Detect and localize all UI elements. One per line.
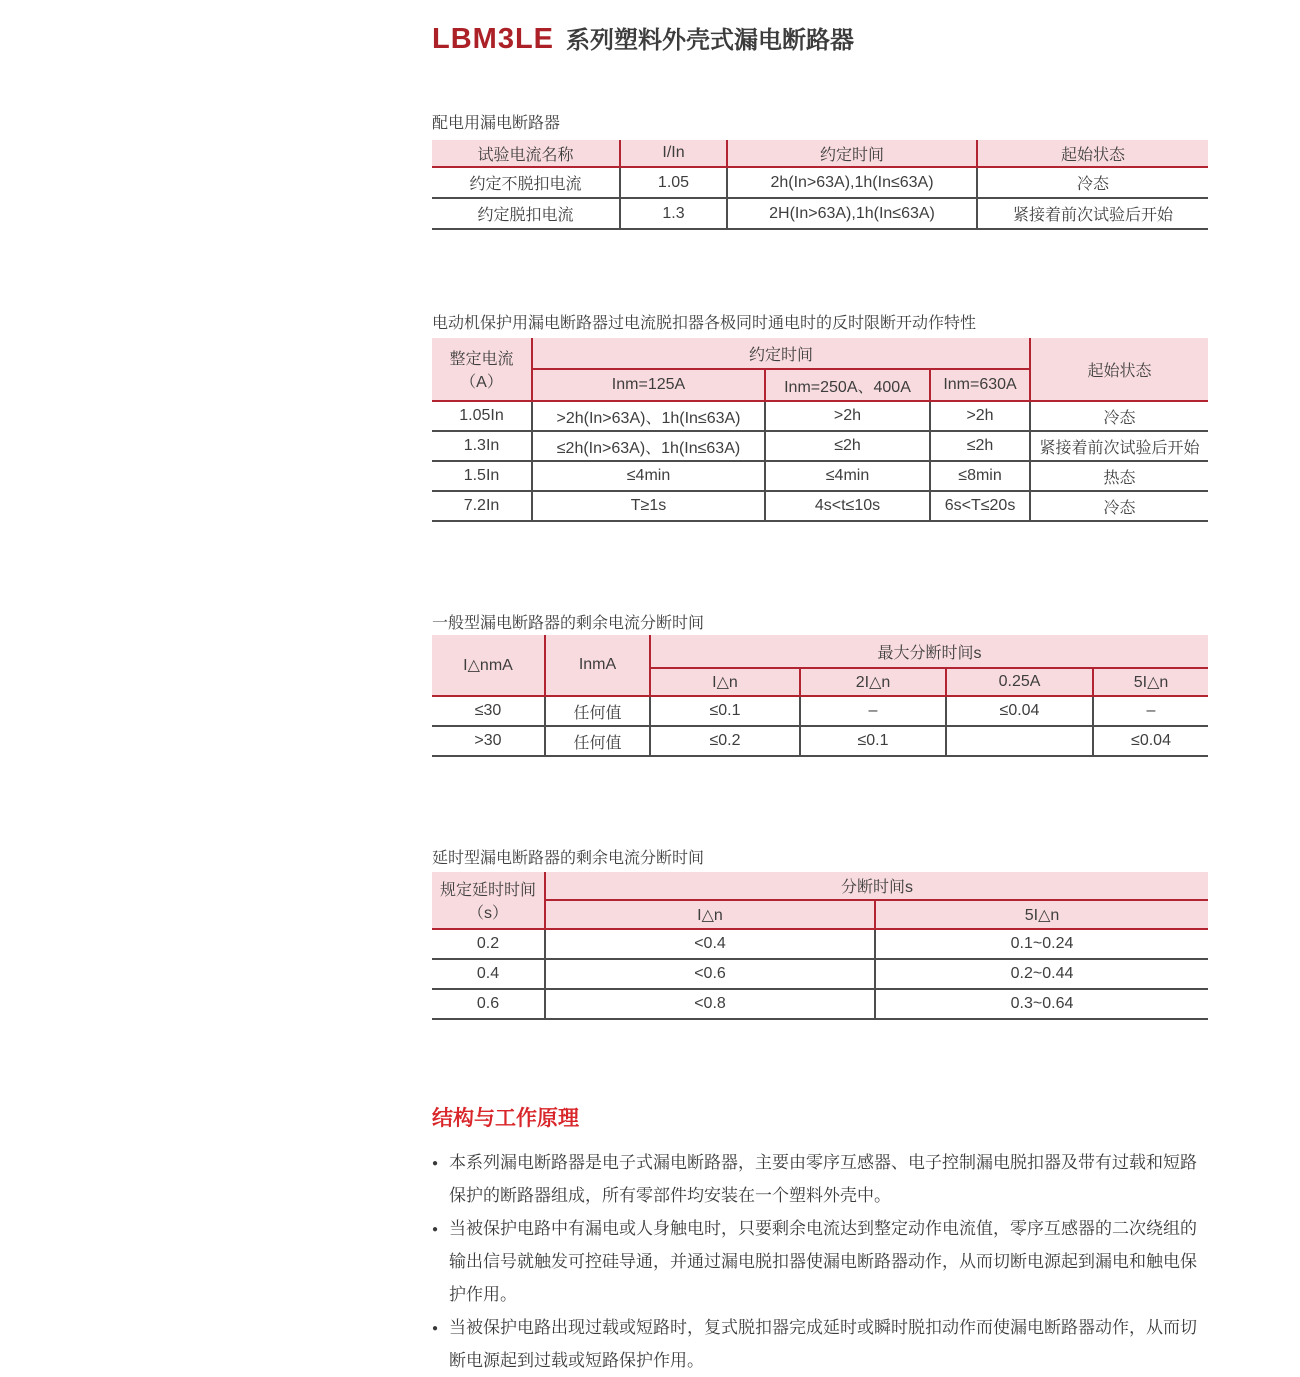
table-row (432, 167, 1208, 198)
table-row (432, 696, 1208, 726)
table-cell: 冷态 (1030, 491, 1208, 521)
motor-table (432, 338, 1208, 522)
header-cell: 起始状态 (977, 140, 1208, 167)
table-cell: 冷态 (1030, 401, 1208, 431)
product-series-code: LBM3LE (432, 23, 554, 55)
table-cell: ≤2h (930, 431, 1030, 461)
table-cell: ≤30 (432, 696, 545, 726)
table-cell: 0.2~0.44 (875, 959, 1208, 989)
table-cell (946, 726, 1093, 756)
delay-table (432, 872, 1208, 1020)
header-cell: 约定时间 (727, 140, 977, 167)
header-cell: 5I△n (875, 900, 1208, 929)
header-group-cell: 最大分断时间s (650, 635, 1208, 668)
table-cell: 7.2In (432, 491, 532, 521)
list-item: ● 当被保护电路中有漏电或人身触电时，只要剩余电流达到整定动作电流值，零序互感器的二次绕组的输出信号就触发可控硅导通，并通过漏电脱扣器使漏电断路器动作，从而切断电源起到漏电和触电保护作用。 (432, 1212, 1208, 1311)
header-cell: I△nmA (432, 635, 545, 696)
motor-table-caption: 电动机保护用漏电断路器过电流脱扣器各极同时通电时的反时限断开动作特性 (432, 315, 977, 332)
general-table (432, 635, 1208, 757)
header-cell: 试验电流名称 (432, 140, 620, 167)
table-cell: 1.05In (432, 401, 532, 431)
table-header-row (432, 872, 1208, 900)
table-row (432, 431, 1208, 461)
table-cell: ≤0.1 (650, 696, 800, 726)
header-line: 规定延时时间 (439, 882, 536, 899)
header-cell: Inm=250A、400A (765, 369, 930, 401)
header-cell: 5I△n (1093, 668, 1208, 696)
table-header-row (432, 338, 1208, 369)
table-cell: ≤4min (765, 461, 930, 491)
table-row (432, 491, 1208, 521)
table-cell: >2h (930, 401, 1030, 431)
header-line: （A） (460, 374, 503, 391)
product-series-name: 系列塑料外壳式漏电断路器 (566, 27, 854, 54)
table-cell: ≤0.2 (650, 726, 800, 756)
table-row (432, 929, 1208, 959)
table-row (432, 461, 1208, 491)
general-table-caption: 一般型漏电断路器的剩余电流分断时间 (432, 615, 705, 632)
table-cell: 任何值 (545, 696, 650, 726)
table-cell: ≤2h (765, 431, 930, 461)
table-cell: 1.5In (432, 461, 532, 491)
table-cell: 2H(In>63A),1h(In≤63A) (727, 198, 977, 229)
table-cell: <0.8 (545, 989, 875, 1019)
header-cell: Inm=630A (930, 369, 1030, 401)
table-cell: >30 (432, 726, 545, 756)
table-cell: 4s<t≤10s (765, 491, 930, 521)
header-line: 整定电流 (449, 351, 514, 368)
table-row (432, 959, 1208, 989)
table-cell: >2h(In>63A)、1h(In≤63A) (532, 401, 765, 431)
table-row (432, 401, 1208, 431)
table-row (432, 198, 1208, 229)
header-group-cell: 约定时间 (532, 338, 1030, 369)
header-cell (432, 338, 532, 401)
distribution-table (432, 140, 1208, 230)
table-cell: 0.1~0.24 (875, 929, 1208, 959)
table-cell: 1.3 (620, 198, 727, 229)
table-cell: 约定脱扣电流 (432, 198, 620, 229)
table-cell: <0.4 (545, 929, 875, 959)
table-cell: – (1093, 696, 1208, 726)
table-cell: 冷态 (977, 167, 1208, 198)
table-cell: T≥1s (532, 491, 765, 521)
table-cell: 任何值 (545, 726, 650, 756)
header-group-cell: 分断时间s (545, 872, 1208, 900)
header-line: （s） (467, 905, 508, 922)
distribution-table-caption: 配电用漏电断路器 (432, 115, 561, 132)
table-cell: 0.4 (432, 959, 545, 989)
table-cell: 1.05 (620, 167, 727, 198)
table-cell: ≤2h(In>63A)、1h(In≤63A) (532, 431, 765, 461)
table-cell: 6s<T≤20s (930, 491, 1030, 521)
table-cell: 0.3~0.64 (875, 989, 1208, 1019)
table-subheader-row (432, 900, 1208, 929)
list-item: ● 当被保护电路出现过载或短路时，复式脱扣器完成延时或瞬时脱扣动作而使漏电断路器动作，从而切断电源起到过载或短路保护作用。 (432, 1311, 1208, 1377)
table-header-row (432, 635, 1208, 668)
table-cell: 约定不脱扣电流 (432, 167, 620, 198)
table-cell: ≤8min (930, 461, 1030, 491)
list-item: ● 本系列漏电断路器是电子式漏电断路器，主要由零序互感器、电子控制漏电脱扣器及带有过载和短路保护的断路器组成，所有零部件均安装在一个塑料外壳中。 (432, 1146, 1208, 1212)
table-cell: 紧接着前次试验后开始 (1030, 431, 1208, 461)
header-cell (432, 872, 545, 929)
table-cell: >2h (765, 401, 930, 431)
delay-table-caption: 延时型漏电断路器的剩余电流分断时间 (432, 850, 705, 867)
header-cell: Inm=125A (532, 369, 765, 401)
table-cell: ≤0.04 (1093, 726, 1208, 756)
page (432, 0, 1208, 1370)
principle-list (432, 1146, 1208, 1377)
header-cell: I/In (620, 140, 727, 167)
page-title (432, 20, 854, 56)
table-cell: 0.2 (432, 929, 545, 959)
table-cell: ≤0.1 (800, 726, 946, 756)
table-cell: 1.3In (432, 431, 532, 461)
table-row (432, 726, 1208, 756)
header-cell: 0.25A (946, 668, 1093, 696)
header-cell: I△n (545, 900, 875, 929)
section-heading-structure-principle: 结构与工作原理 (432, 1107, 579, 1130)
header-cell: InmA (545, 635, 650, 696)
header-cell: I△n (650, 668, 800, 696)
table-cell: 热态 (1030, 461, 1208, 491)
table-cell: ≤0.04 (946, 696, 1093, 726)
table-cell: ≤4min (532, 461, 765, 491)
header-cell: 起始状态 (1030, 338, 1208, 401)
table-cell: 紧接着前次试验后开始 (977, 198, 1208, 229)
table-header-row (432, 140, 1208, 167)
table-cell: <0.6 (545, 959, 875, 989)
table-cell: 0.6 (432, 989, 545, 1019)
table-row (432, 989, 1208, 1019)
header-cell: 2I△n (800, 668, 946, 696)
table-cell: 2h(In>63A),1h(In≤63A) (727, 167, 977, 198)
table-cell: – (800, 696, 946, 726)
